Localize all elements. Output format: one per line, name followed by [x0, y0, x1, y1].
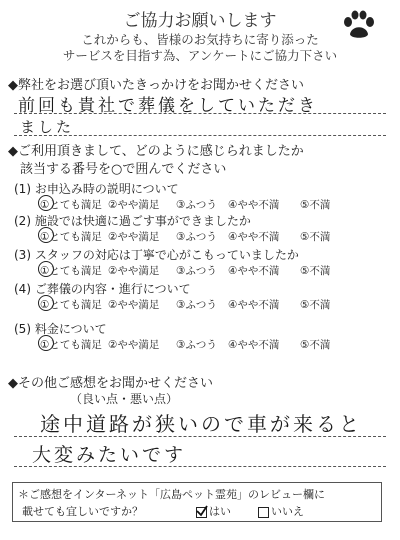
- choice-option[interactable]: ④やや不満: [228, 299, 280, 311]
- other-subheading: （良い点・悪い点）: [70, 392, 179, 406]
- choice-option[interactable]: ③ふつう: [176, 231, 217, 243]
- footer-line-2: 載せても宜しいですか？: [22, 505, 143, 518]
- no-label: いいえ: [271, 505, 304, 518]
- choice-option[interactable]: ①とても満足: [40, 265, 102, 277]
- reason-answer-line-2: ました: [20, 118, 75, 136]
- page-title: ご協力お願いします: [123, 11, 277, 31]
- other-answer-line-1: 途中道路が狭いので車が来ると: [40, 412, 362, 436]
- answer-line: [14, 436, 386, 437]
- impression-heading-2: 該当する番号を○で囲んでください: [20, 162, 227, 177]
- yes-option[interactable]: [196, 503, 231, 519]
- question-label: (5) 料金について: [14, 322, 107, 336]
- choice-option[interactable]: ②やや満足: [108, 199, 160, 211]
- answer-line: [14, 135, 386, 136]
- choice-option[interactable]: ③ふつう: [176, 339, 217, 351]
- choice-option[interactable]: ⑤不満: [300, 339, 331, 351]
- selected-circle-mark: [38, 195, 54, 211]
- other-heading: ◆その他ご感想をお聞かせください: [8, 376, 213, 391]
- choice-option[interactable]: ⑤不満: [300, 299, 331, 311]
- question-label: (3) スタッフの対応は丁寧で心がこもっていましたか: [14, 248, 299, 262]
- yes-checkbox[interactable]: [196, 507, 207, 518]
- choice-option[interactable]: ②やや満足: [108, 231, 160, 243]
- selected-circle-mark: [38, 295, 54, 311]
- choice-option[interactable]: ⑤不満: [300, 265, 331, 277]
- impression-heading-1: ◆ご利用頂きまして、どのように感じられましたか: [8, 144, 304, 159]
- selected-circle-mark: [38, 335, 54, 351]
- choice-option[interactable]: ④やや不満: [228, 265, 280, 277]
- intro-line-2: サービスを目指す為、アンケートにご協力下さい: [62, 48, 338, 63]
- choice-option[interactable]: ①とても満足: [40, 231, 102, 243]
- yes-label: はい: [209, 505, 231, 518]
- no-option[interactable]: [258, 503, 304, 519]
- answer-line: [14, 113, 386, 114]
- selected-circle-mark: [38, 227, 54, 243]
- choice-option[interactable]: ⑤不満: [300, 231, 331, 243]
- check-icon: [196, 505, 208, 517]
- question-label: (2) 施設では快適に過ごす事ができましたか: [14, 214, 251, 228]
- choice-option[interactable]: ①とても満足: [40, 339, 102, 351]
- choice-option[interactable]: ④やや不満: [228, 231, 280, 243]
- no-checkbox[interactable]: [258, 507, 269, 518]
- choice-option[interactable]: ③ふつう: [176, 299, 217, 311]
- answer-line: [14, 466, 386, 467]
- intro-line-1: これからも、皆様のお気持ちに寄り添った: [81, 32, 319, 47]
- choice-option[interactable]: ②やや満足: [108, 299, 160, 311]
- choice-option[interactable]: ⑤不満: [300, 199, 331, 211]
- choice-option[interactable]: ③ふつう: [176, 265, 217, 277]
- choice-option[interactable]: ③ふつう: [176, 199, 217, 211]
- choice-option[interactable]: ①とても満足: [40, 199, 102, 211]
- question-label: (1) お申込み時の説明について: [14, 182, 179, 196]
- reason-heading: ◆弊社をお選び頂いたきっかけをお聞かせください: [8, 78, 304, 93]
- choice-option[interactable]: ④やや不満: [228, 199, 280, 211]
- other-answer-line-2: 大変みたいです: [32, 444, 187, 466]
- reason-answer-line-1: 前回も貴社で葬儀をしていただき: [18, 96, 318, 116]
- question-label: (4) ご葬儀の内容・進行について: [14, 282, 191, 296]
- choice-option[interactable]: ②やや満足: [108, 265, 160, 277]
- footer-line-1: ＊ご感想をインターネット「広島ペット霊苑」のレビュー欄に: [18, 488, 326, 501]
- selected-circle-mark: [38, 261, 54, 277]
- choice-option[interactable]: ①とても満足: [40, 299, 102, 311]
- choice-option[interactable]: ②やや満足: [108, 339, 160, 351]
- choice-option[interactable]: ④やや不満: [228, 339, 280, 351]
